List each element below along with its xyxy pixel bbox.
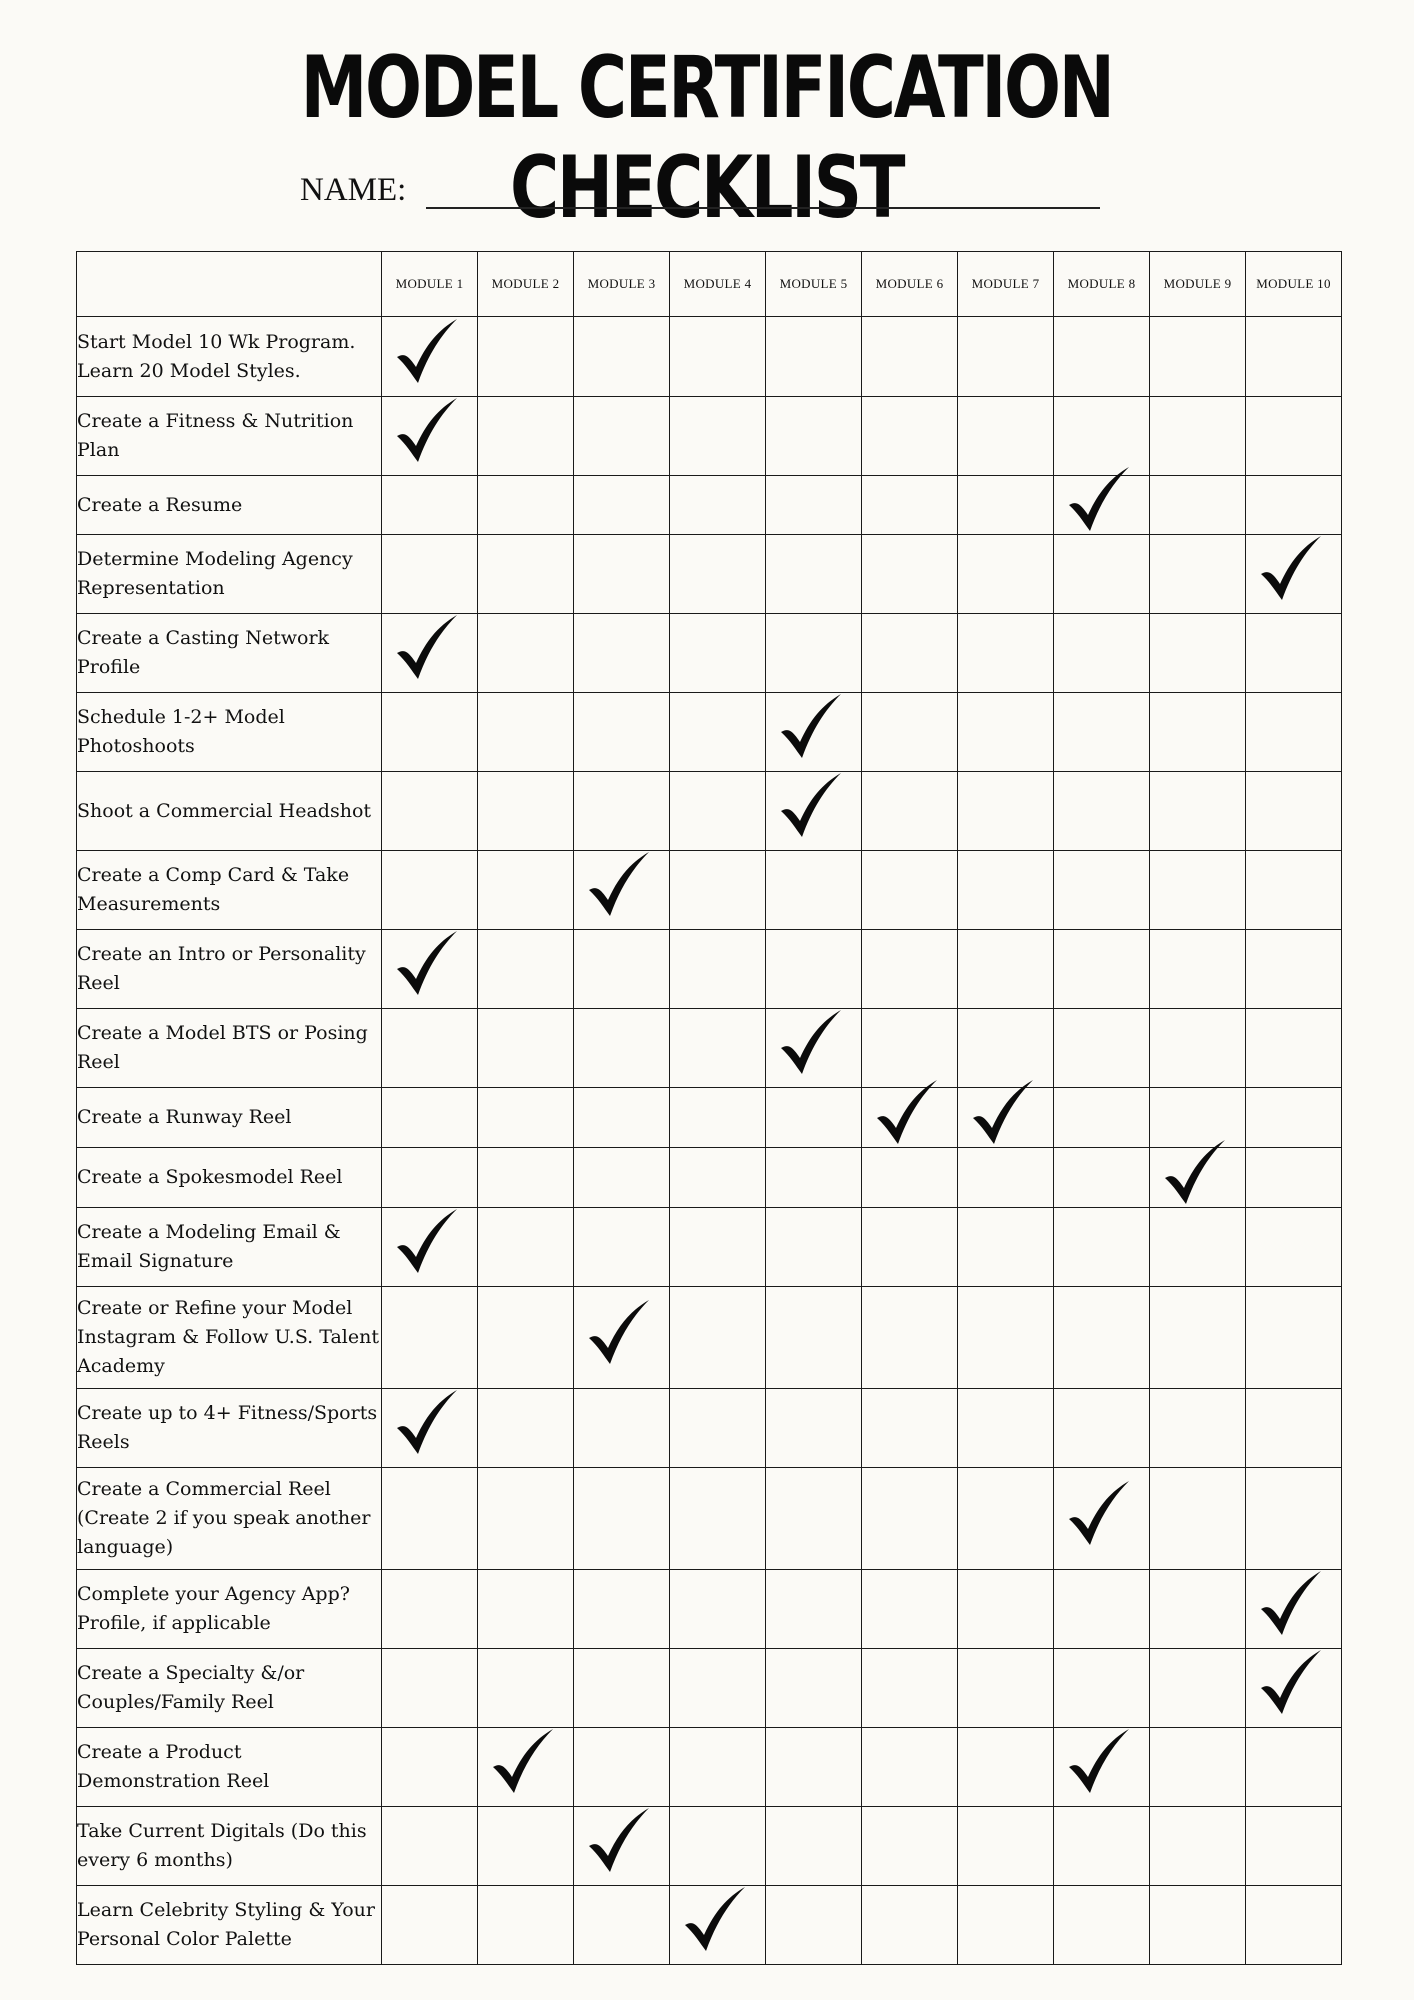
name-blank-line[interactable] xyxy=(426,175,1100,209)
checkmark-icon xyxy=(394,929,460,999)
checkbox-cell-module-1[interactable] xyxy=(382,1468,478,1570)
checkbox-cell-module-8[interactable] xyxy=(1054,1208,1150,1287)
checkbox-cell-module-9[interactable] xyxy=(1150,1208,1246,1287)
checkbox-cell-module-9[interactable] xyxy=(1150,1088,1246,1148)
page-title: MODEL CERTIFICATION CHECKLIST xyxy=(300,38,1113,238)
table-row xyxy=(77,397,1342,476)
checkbox-cell-module-9[interactable] xyxy=(1150,1728,1246,1807)
task-label: Shoot a Commercial Headshot xyxy=(77,772,382,851)
checkbox-cell-module-9[interactable] xyxy=(1150,772,1246,851)
checkbox-cell-module-4[interactable] xyxy=(670,1287,766,1389)
checkbox-cell-module-6[interactable] xyxy=(862,1807,958,1886)
table-row xyxy=(77,1208,1342,1287)
checkbox-cell-module-1[interactable] xyxy=(382,317,478,397)
checkbox-cell-module-6[interactable] xyxy=(862,614,958,693)
checkbox-cell-module-8[interactable] xyxy=(1054,1389,1150,1468)
checkbox-cell-module-8[interactable] xyxy=(1054,1649,1150,1728)
checkbox-cell-module-9[interactable] xyxy=(1150,1287,1246,1389)
checkbox-cell-module-2[interactable] xyxy=(478,317,574,397)
table-row xyxy=(77,1728,1342,1807)
checkbox-cell-module-8[interactable] xyxy=(1054,1570,1150,1649)
checkbox-cell-module-2[interactable] xyxy=(478,535,574,614)
module-header-7: MODULE 7 xyxy=(958,252,1054,317)
checkbox-cell-module-5[interactable] xyxy=(766,1468,862,1570)
checkbox-cell-module-10[interactable] xyxy=(1246,930,1342,1009)
checkbox-cell-module-6[interactable] xyxy=(862,1649,958,1728)
checkbox-cell-module-10[interactable] xyxy=(1246,1208,1342,1287)
checkbox-cell-module-10[interactable] xyxy=(1246,1649,1342,1728)
checkbox-cell-module-10[interactable] xyxy=(1246,772,1342,851)
task-label: Complete your Agency App? Profile, if applicable xyxy=(77,1570,382,1649)
checkbox-cell-module-5[interactable] xyxy=(766,1009,862,1088)
checkbox-cell-module-2[interactable] xyxy=(478,1208,574,1287)
checkbox-cell-module-2[interactable] xyxy=(478,1389,574,1468)
module-header-6: MODULE 6 xyxy=(862,252,958,317)
task-rows xyxy=(77,317,1342,1965)
checkbox-cell-module-4[interactable] xyxy=(670,1807,766,1886)
table-row xyxy=(77,476,1342,535)
checkbox-cell-module-6[interactable] xyxy=(862,1886,958,1965)
checkmark-icon xyxy=(1066,1727,1132,1797)
checkbox-cell-module-6[interactable] xyxy=(862,772,958,851)
checkbox-cell-module-10[interactable] xyxy=(1246,693,1342,772)
table-row xyxy=(77,1287,1342,1389)
checkbox-cell-module-5[interactable] xyxy=(766,693,862,772)
checkmark-icon xyxy=(1066,465,1132,535)
checkbox-cell-module-10[interactable] xyxy=(1246,535,1342,614)
checkmark-icon xyxy=(874,1078,940,1148)
checkbox-cell-module-9[interactable] xyxy=(1150,693,1246,772)
task-label: Take Current Digitals (Do this every 6 months) xyxy=(77,1807,382,1886)
checkbox-cell-module-4[interactable] xyxy=(670,397,766,476)
checkbox-cell-module-3[interactable] xyxy=(574,1208,670,1287)
header-corner-cell xyxy=(77,252,382,317)
checkbox-cell-module-10[interactable] xyxy=(1246,1088,1342,1148)
checkmark-icon xyxy=(394,396,460,466)
checkbox-cell-module-3[interactable] xyxy=(574,397,670,476)
checkbox-cell-module-1[interactable] xyxy=(382,851,478,930)
table-row xyxy=(77,535,1342,614)
task-label: Create up to 4+ Fitness/Sports Reels xyxy=(77,1389,382,1468)
checkmark-icon xyxy=(394,317,460,387)
table-row xyxy=(77,1886,1342,1965)
table-row xyxy=(77,1649,1342,1728)
table-row xyxy=(77,930,1342,1009)
checkbox-cell-module-6[interactable] xyxy=(862,851,958,930)
checkbox-cell-module-9[interactable] xyxy=(1150,1886,1246,1965)
checkbox-cell-module-6[interactable] xyxy=(862,397,958,476)
checkbox-cell-module-2[interactable] xyxy=(478,397,574,476)
checkbox-cell-module-6[interactable] xyxy=(862,1468,958,1570)
checkbox-cell-module-5[interactable] xyxy=(766,1886,862,1965)
name-label: NAME: xyxy=(300,172,407,208)
checkbox-cell-module-1[interactable] xyxy=(382,1148,478,1208)
checkbox-cell-module-6[interactable] xyxy=(862,1009,958,1088)
checkbox-cell-module-1[interactable] xyxy=(382,1886,478,1965)
task-label: Create a Casting Network Profile xyxy=(77,614,382,693)
checkbox-cell-module-1[interactable] xyxy=(382,476,478,535)
checkbox-cell-module-3[interactable] xyxy=(574,772,670,851)
checkbox-cell-module-7[interactable] xyxy=(958,1287,1054,1389)
checkbox-cell-module-2[interactable] xyxy=(478,476,574,535)
table-row xyxy=(77,1807,1342,1886)
checkbox-cell-module-1[interactable] xyxy=(382,1287,478,1389)
checkbox-cell-module-8[interactable] xyxy=(1054,397,1150,476)
checkbox-cell-module-6[interactable] xyxy=(862,1088,958,1148)
checkbox-cell-module-6[interactable] xyxy=(862,1208,958,1287)
checkmark-icon xyxy=(1162,1138,1228,1208)
checkbox-cell-module-4[interactable] xyxy=(670,535,766,614)
checkbox-cell-module-6[interactable] xyxy=(862,476,958,535)
checkbox-cell-module-3[interactable] xyxy=(574,1570,670,1649)
checkbox-cell-module-6[interactable] xyxy=(862,1570,958,1649)
checkbox-cell-module-2[interactable] xyxy=(478,1287,574,1389)
checkbox-cell-module-4[interactable] xyxy=(670,693,766,772)
checkbox-cell-module-2[interactable] xyxy=(478,1148,574,1208)
checkbox-cell-module-9[interactable] xyxy=(1150,317,1246,397)
table-row xyxy=(77,1148,1342,1208)
checkbox-cell-module-5[interactable] xyxy=(766,1389,862,1468)
checkmark-icon xyxy=(778,1008,844,1078)
checkbox-cell-module-3[interactable] xyxy=(574,614,670,693)
checkbox-cell-module-1[interactable] xyxy=(382,1649,478,1728)
checkbox-cell-module-1[interactable] xyxy=(382,1389,478,1468)
checkbox-cell-module-2[interactable] xyxy=(478,1570,574,1649)
checkbox-cell-module-6[interactable] xyxy=(862,317,958,397)
checkbox-cell-module-3[interactable] xyxy=(574,1148,670,1208)
checkbox-cell-module-5[interactable] xyxy=(766,851,862,930)
task-label: Create a Fitness & Nutrition Plan xyxy=(77,397,382,476)
checkbox-cell-module-8[interactable] xyxy=(1054,1807,1150,1886)
checkbox-cell-module-9[interactable] xyxy=(1150,1468,1246,1570)
table-row xyxy=(77,1389,1342,1468)
table-row xyxy=(77,1570,1342,1649)
checkbox-cell-module-5[interactable] xyxy=(766,1570,862,1649)
checkbox-cell-module-1[interactable] xyxy=(382,1807,478,1886)
checkbox-cell-module-4[interactable] xyxy=(670,476,766,535)
checkbox-cell-module-7[interactable] xyxy=(958,1148,1054,1208)
module-header-2: MODULE 2 xyxy=(478,252,574,317)
checkmark-icon xyxy=(682,1885,748,1955)
task-label: Determine Modeling Agency Representation xyxy=(77,535,382,614)
table-row xyxy=(77,317,1342,397)
checkbox-cell-module-4[interactable] xyxy=(670,1009,766,1088)
checkbox-cell-module-8[interactable] xyxy=(1054,1728,1150,1807)
task-label: Schedule 1-2+ Model Photoshoots xyxy=(77,693,382,772)
checkbox-cell-module-3[interactable] xyxy=(574,1088,670,1148)
task-label: Create a Comp Card & Take Measurements xyxy=(77,851,382,930)
checkbox-cell-module-2[interactable] xyxy=(478,1088,574,1148)
checkbox-cell-module-2[interactable] xyxy=(478,1807,574,1886)
checkbox-cell-module-8[interactable] xyxy=(1054,851,1150,930)
checkbox-cell-module-8[interactable] xyxy=(1054,1148,1150,1208)
checkbox-cell-module-6[interactable] xyxy=(862,1389,958,1468)
checkbox-cell-module-1[interactable] xyxy=(382,397,478,476)
checkbox-cell-module-4[interactable] xyxy=(670,1570,766,1649)
checkmark-icon xyxy=(586,1806,652,1876)
checkbox-cell-module-9[interactable] xyxy=(1150,1649,1246,1728)
checkbox-cell-module-4[interactable] xyxy=(670,317,766,397)
checkbox-cell-module-1[interactable] xyxy=(382,693,478,772)
checkmark-icon xyxy=(394,1207,460,1277)
checkbox-cell-module-6[interactable] xyxy=(862,1287,958,1389)
checkbox-cell-module-7[interactable] xyxy=(958,1570,1054,1649)
checkbox-cell-module-6[interactable] xyxy=(862,930,958,1009)
module-header-10: MODULE 10 xyxy=(1246,252,1342,317)
checkmark-icon xyxy=(778,692,844,762)
checkbox-cell-module-1[interactable] xyxy=(382,772,478,851)
checkbox-cell-module-10[interactable] xyxy=(1246,317,1342,397)
task-label: Create a Resume xyxy=(77,476,382,535)
table-row xyxy=(77,614,1342,693)
module-header-5: MODULE 5 xyxy=(766,252,862,317)
checkbox-cell-module-2[interactable] xyxy=(478,1468,574,1570)
table-row xyxy=(77,1009,1342,1088)
task-label: Create an Intro or Personality Reel xyxy=(77,930,382,1009)
checkbox-cell-module-2[interactable] xyxy=(478,614,574,693)
checkbox-cell-module-7[interactable] xyxy=(958,693,1054,772)
checkbox-cell-module-3[interactable] xyxy=(574,1807,670,1886)
table-row xyxy=(77,772,1342,851)
checkbox-cell-module-6[interactable] xyxy=(862,1728,958,1807)
checkbox-cell-module-5[interactable] xyxy=(766,614,862,693)
checkmark-icon xyxy=(586,850,652,920)
checkbox-cell-module-10[interactable] xyxy=(1246,1570,1342,1649)
checkmark-icon xyxy=(1258,1569,1324,1639)
checkbox-cell-module-8[interactable] xyxy=(1054,930,1150,1009)
checkbox-cell-module-2[interactable] xyxy=(478,1886,574,1965)
module-header-8: MODULE 8 xyxy=(1054,252,1150,317)
checkbox-cell-module-8[interactable] xyxy=(1054,614,1150,693)
checkbox-cell-module-10[interactable] xyxy=(1246,1009,1342,1088)
checkbox-cell-module-10[interactable] xyxy=(1246,1807,1342,1886)
checkbox-cell-module-9[interactable] xyxy=(1150,1807,1246,1886)
checkbox-cell-module-4[interactable] xyxy=(670,1886,766,1965)
module-header-4: MODULE 4 xyxy=(670,252,766,317)
checkbox-cell-module-5[interactable] xyxy=(766,1649,862,1728)
checkbox-cell-module-7[interactable] xyxy=(958,1728,1054,1807)
checkbox-cell-module-7[interactable] xyxy=(958,397,1054,476)
task-label: Create a Commercial Reel (Create 2 if you speak another language) xyxy=(77,1468,382,1570)
checkbox-cell-module-9[interactable] xyxy=(1150,1570,1246,1649)
checkbox-cell-module-7[interactable] xyxy=(958,317,1054,397)
checkbox-cell-module-3[interactable] xyxy=(574,1886,670,1965)
checkbox-cell-module-7[interactable] xyxy=(958,535,1054,614)
checkbox-cell-module-10[interactable] xyxy=(1246,1468,1342,1570)
checkmark-icon xyxy=(778,771,844,841)
checkbox-cell-module-7[interactable] xyxy=(958,930,1054,1009)
checkbox-cell-module-5[interactable] xyxy=(766,772,862,851)
checkbox-cell-module-8[interactable] xyxy=(1054,1088,1150,1148)
checkbox-cell-module-5[interactable] xyxy=(766,1287,862,1389)
checkbox-cell-module-5[interactable] xyxy=(766,1148,862,1208)
table-row xyxy=(77,693,1342,772)
checkbox-cell-module-8[interactable] xyxy=(1054,317,1150,397)
checkbox-cell-module-7[interactable] xyxy=(958,476,1054,535)
checkbox-cell-module-3[interactable] xyxy=(574,1287,670,1389)
checkbox-cell-module-3[interactable] xyxy=(574,851,670,930)
checkbox-cell-module-9[interactable] xyxy=(1150,1009,1246,1088)
checkbox-cell-module-10[interactable] xyxy=(1246,1728,1342,1807)
checkbox-cell-module-3[interactable] xyxy=(574,535,670,614)
checkbox-cell-module-7[interactable] xyxy=(958,1389,1054,1468)
checkbox-cell-module-7[interactable] xyxy=(958,1807,1054,1886)
checkbox-cell-module-7[interactable] xyxy=(958,851,1054,930)
task-label: Create a Modeling Email & Email Signature xyxy=(77,1208,382,1287)
task-label: Create a Spokesmodel Reel xyxy=(77,1148,382,1208)
checkmark-icon xyxy=(1258,534,1324,604)
checkbox-cell-module-10[interactable] xyxy=(1246,476,1342,535)
checkbox-cell-module-3[interactable] xyxy=(574,693,670,772)
checkbox-cell-module-5[interactable] xyxy=(766,317,862,397)
checkbox-cell-module-7[interactable] xyxy=(958,1208,1054,1287)
checkbox-cell-module-4[interactable] xyxy=(670,1649,766,1728)
table-row xyxy=(77,1088,1342,1148)
checkbox-cell-module-6[interactable] xyxy=(862,535,958,614)
checkbox-cell-module-3[interactable] xyxy=(574,1389,670,1468)
module-header-1: MODULE 1 xyxy=(382,252,478,317)
checkbox-cell-module-10[interactable] xyxy=(1246,1886,1342,1965)
task-label: Create or Refine your Model Instagram & Follow U.S. Talent Academy xyxy=(77,1287,382,1389)
checkmark-icon xyxy=(394,613,460,683)
checkmark-icon xyxy=(490,1727,556,1797)
checkbox-cell-module-9[interactable] xyxy=(1150,1389,1246,1468)
checkbox-cell-module-8[interactable] xyxy=(1054,1287,1150,1389)
checkbox-cell-module-8[interactable] xyxy=(1054,693,1150,772)
checkbox-cell-module-5[interactable] xyxy=(766,535,862,614)
checkbox-cell-module-1[interactable] xyxy=(382,1009,478,1088)
checkbox-cell-module-7[interactable] xyxy=(958,614,1054,693)
checkbox-cell-module-3[interactable] xyxy=(574,476,670,535)
checkbox-cell-module-7[interactable] xyxy=(958,1009,1054,1088)
checkbox-cell-module-4[interactable] xyxy=(670,1468,766,1570)
checkbox-cell-module-8[interactable] xyxy=(1054,1009,1150,1088)
checkbox-cell-module-9[interactable] xyxy=(1150,614,1246,693)
checkbox-cell-module-10[interactable] xyxy=(1246,851,1342,930)
checkbox-cell-module-6[interactable] xyxy=(862,693,958,772)
task-label: Create a Model BTS or Posing Reel xyxy=(77,1009,382,1088)
checkbox-cell-module-4[interactable] xyxy=(670,772,766,851)
checkmark-icon xyxy=(586,1298,652,1368)
checkbox-cell-module-4[interactable] xyxy=(670,1728,766,1807)
checkbox-cell-module-3[interactable] xyxy=(574,317,670,397)
task-label: Create a Specialty &/or Couples/Family Reel xyxy=(77,1649,382,1728)
task-label: Learn Celebrity Styling & Your Personal Color Palette xyxy=(77,1886,382,1965)
checkbox-cell-module-4[interactable] xyxy=(670,1389,766,1468)
checkbox-cell-module-4[interactable] xyxy=(670,1148,766,1208)
name-field-row xyxy=(300,172,1100,209)
checkbox-cell-module-1[interactable] xyxy=(382,1570,478,1649)
checkbox-cell-module-2[interactable] xyxy=(478,1009,574,1088)
module-header-9: MODULE 9 xyxy=(1150,252,1246,317)
checkbox-cell-module-7[interactable] xyxy=(958,1468,1054,1570)
checkbox-cell-module-10[interactable] xyxy=(1246,614,1342,693)
table-row xyxy=(77,1468,1342,1570)
checkbox-cell-module-9[interactable] xyxy=(1150,535,1246,614)
task-label: Start Model 10 Wk Program. Learn 20 Model Styles. xyxy=(77,317,382,397)
checkbox-cell-module-1[interactable] xyxy=(382,535,478,614)
checkbox-cell-module-2[interactable] xyxy=(478,1728,574,1807)
checkbox-cell-module-8[interactable] xyxy=(1054,1468,1150,1570)
checkbox-cell-module-1[interactable] xyxy=(382,1088,478,1148)
checkbox-cell-module-5[interactable] xyxy=(766,1807,862,1886)
checkbox-cell-module-1[interactable] xyxy=(382,930,478,1009)
checkbox-cell-module-5[interactable] xyxy=(766,397,862,476)
checkbox-cell-module-8[interactable] xyxy=(1054,1886,1150,1965)
checkbox-cell-module-8[interactable] xyxy=(1054,476,1150,535)
checkbox-cell-module-10[interactable] xyxy=(1246,1287,1342,1389)
checkbox-cell-module-10[interactable] xyxy=(1246,1148,1342,1208)
checkbox-cell-module-1[interactable] xyxy=(382,614,478,693)
checkbox-cell-module-2[interactable] xyxy=(478,1649,574,1728)
checkbox-cell-module-3[interactable] xyxy=(574,1468,670,1570)
checkbox-cell-module-5[interactable] xyxy=(766,476,862,535)
checkmark-icon xyxy=(394,1388,460,1458)
checkbox-cell-module-2[interactable] xyxy=(478,851,574,930)
checkbox-cell-module-2[interactable] xyxy=(478,693,574,772)
checkbox-cell-module-2[interactable] xyxy=(478,772,574,851)
checkbox-cell-module-3[interactable] xyxy=(574,1728,670,1807)
checkbox-cell-module-3[interactable] xyxy=(574,1009,670,1088)
checkbox-cell-module-4[interactable] xyxy=(670,851,766,930)
checkbox-cell-module-9[interactable] xyxy=(1150,397,1246,476)
checkbox-cell-module-8[interactable] xyxy=(1054,535,1150,614)
checkbox-cell-module-9[interactable] xyxy=(1150,1148,1246,1208)
checkbox-cell-module-4[interactable] xyxy=(670,1208,766,1287)
checklist-table xyxy=(76,251,1342,1965)
checkbox-cell-module-7[interactable] xyxy=(958,1649,1054,1728)
checkmark-icon xyxy=(1066,1479,1132,1549)
checkbox-cell-module-3[interactable] xyxy=(574,930,670,1009)
checkbox-cell-module-10[interactable] xyxy=(1246,1389,1342,1468)
checkbox-cell-module-5[interactable] xyxy=(766,1728,862,1807)
module-header-3: MODULE 3 xyxy=(574,252,670,317)
module-header-row xyxy=(77,252,1342,317)
checkmark-icon xyxy=(970,1078,1036,1148)
checkbox-cell-module-4[interactable] xyxy=(670,614,766,693)
checkbox-cell-module-9[interactable] xyxy=(1150,476,1246,535)
checkbox-cell-module-5[interactable] xyxy=(766,1208,862,1287)
task-label: Create a Product Demonstration Reel xyxy=(77,1728,382,1807)
checkbox-cell-module-9[interactable] xyxy=(1150,851,1246,930)
task-label: Create a Runway Reel xyxy=(77,1088,382,1148)
checkbox-cell-module-1[interactable] xyxy=(382,1208,478,1287)
checkbox-cell-module-9[interactable] xyxy=(1150,930,1246,1009)
checkbox-cell-module-5[interactable] xyxy=(766,930,862,1009)
checkbox-cell-module-8[interactable] xyxy=(1054,772,1150,851)
checkbox-cell-module-5[interactable] xyxy=(766,1088,862,1148)
checkbox-cell-module-4[interactable] xyxy=(670,1088,766,1148)
checkmark-icon xyxy=(1258,1648,1324,1718)
checkbox-cell-module-3[interactable] xyxy=(574,1649,670,1728)
checkbox-cell-module-7[interactable] xyxy=(958,1088,1054,1148)
checkbox-cell-module-7[interactable] xyxy=(958,1886,1054,1965)
checkbox-cell-module-2[interactable] xyxy=(478,930,574,1009)
checkbox-cell-module-6[interactable] xyxy=(862,1148,958,1208)
checkbox-cell-module-1[interactable] xyxy=(382,1728,478,1807)
checkbox-cell-module-7[interactable] xyxy=(958,772,1054,851)
table-row xyxy=(77,851,1342,930)
checkbox-cell-module-4[interactable] xyxy=(670,930,766,1009)
checkbox-cell-module-10[interactable] xyxy=(1246,397,1342,476)
